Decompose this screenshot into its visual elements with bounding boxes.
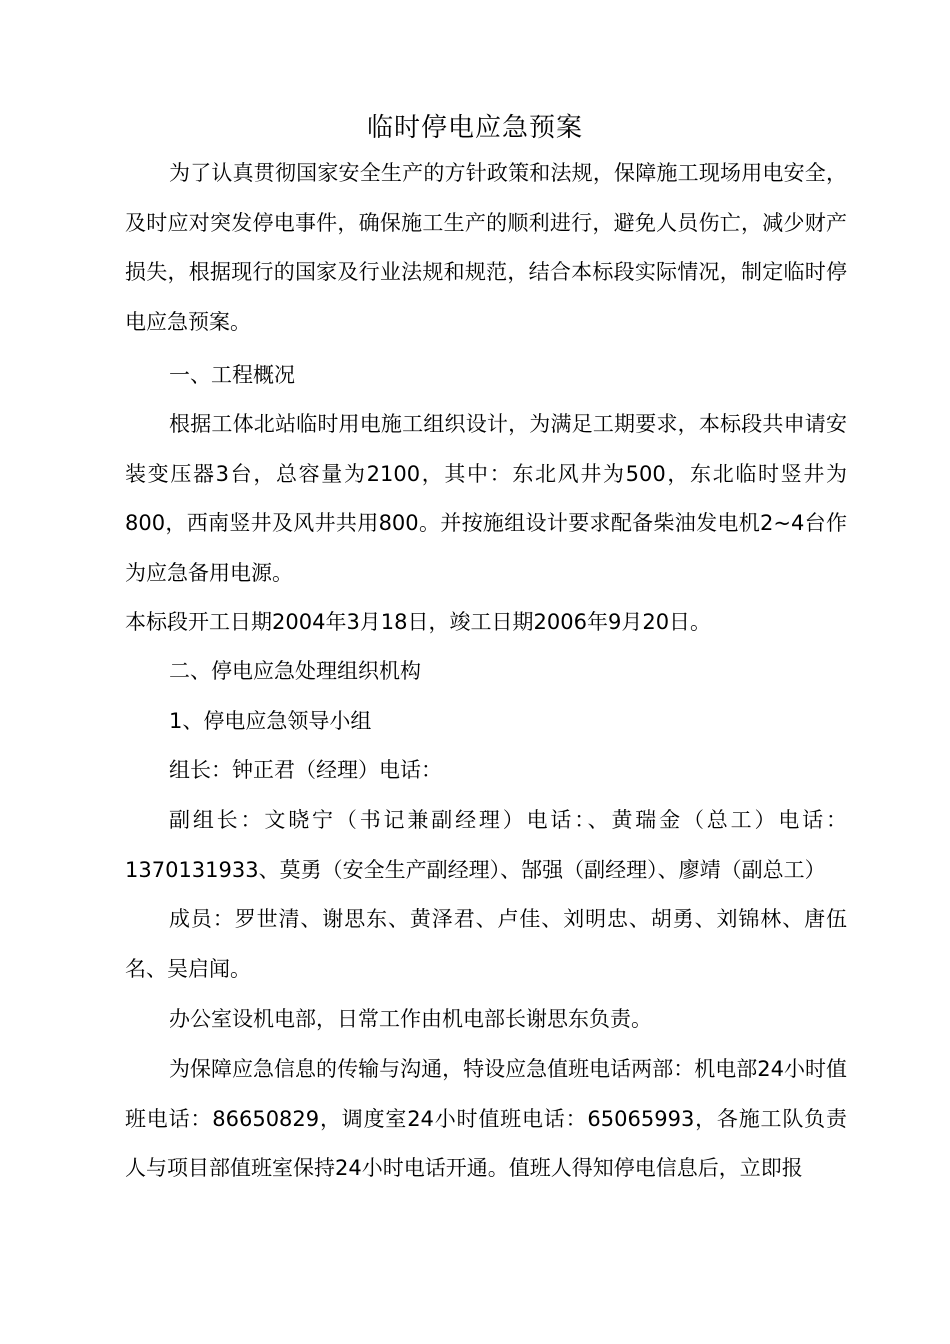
section-1-paragraph: 根据工体北站临时用电施工组织设计，为满足工期要求，本标段共申请安装变压器3台，总容量为2100，其中：东北风井为500，东北临时竖井为800，西南竖井及风井共用800。并按施组设计要求配备柴油发电机2~4台作为应急备用电源。 (125, 412, 847, 585)
office-paragraph: 办公室设机电部，日常工作由机电部长谢思东负责。 (169, 1007, 652, 1031)
section-2-heading: 二、停电应急处理组织机构 (169, 659, 421, 683)
deputy-leaders-paragraph: 副组长：文晓宁（书记兼副经理）电话：、黄瑞金（总工）电话：1370131933、莫勇（安全生产副经理）、郜强（副经理）、廖靖（副总工） (125, 808, 847, 882)
team-members-paragraph: 成员：罗世清、谢思东、黄泽君、卢佳、刘明忠、胡勇、刘锦林、唐伍名、吴启闻。 (125, 907, 847, 981)
document-title: 临时停电应急预案 (366, 113, 583, 143)
subsection-1-heading: 1、停电应急领导小组 (169, 709, 372, 733)
project-dates-paragraph: 本标段开工日期2004年3月18日，竣工日期2006年9月20日。 (125, 610, 712, 634)
team-leader-line: 组长：钟正君（经理）电话： (169, 758, 442, 782)
hotline-paragraph: 为保障应急信息的传输与沟通，特设应急值班电话两部：机电部24小时值班电话：86650829，调度室24小时值班电话：65065993，各施工队负责人与项目部值班室保持24小时电话开通。值班人得知停电信息后，立即报 (125, 1057, 847, 1180)
intro-paragraph: 为了认真贯彻国家安全生产的方针政策和法规，保障施工现场用电安全，及时应对突发停电事件，确保施工生产的顺利进行，避免人员伤亡，减少财产损失，根据现行的国家及行业法规和规范，结合本标段实际情况，制定临时停电应急预案。 (125, 161, 847, 334)
section-1-heading: 一、工程概况 (169, 363, 295, 387)
